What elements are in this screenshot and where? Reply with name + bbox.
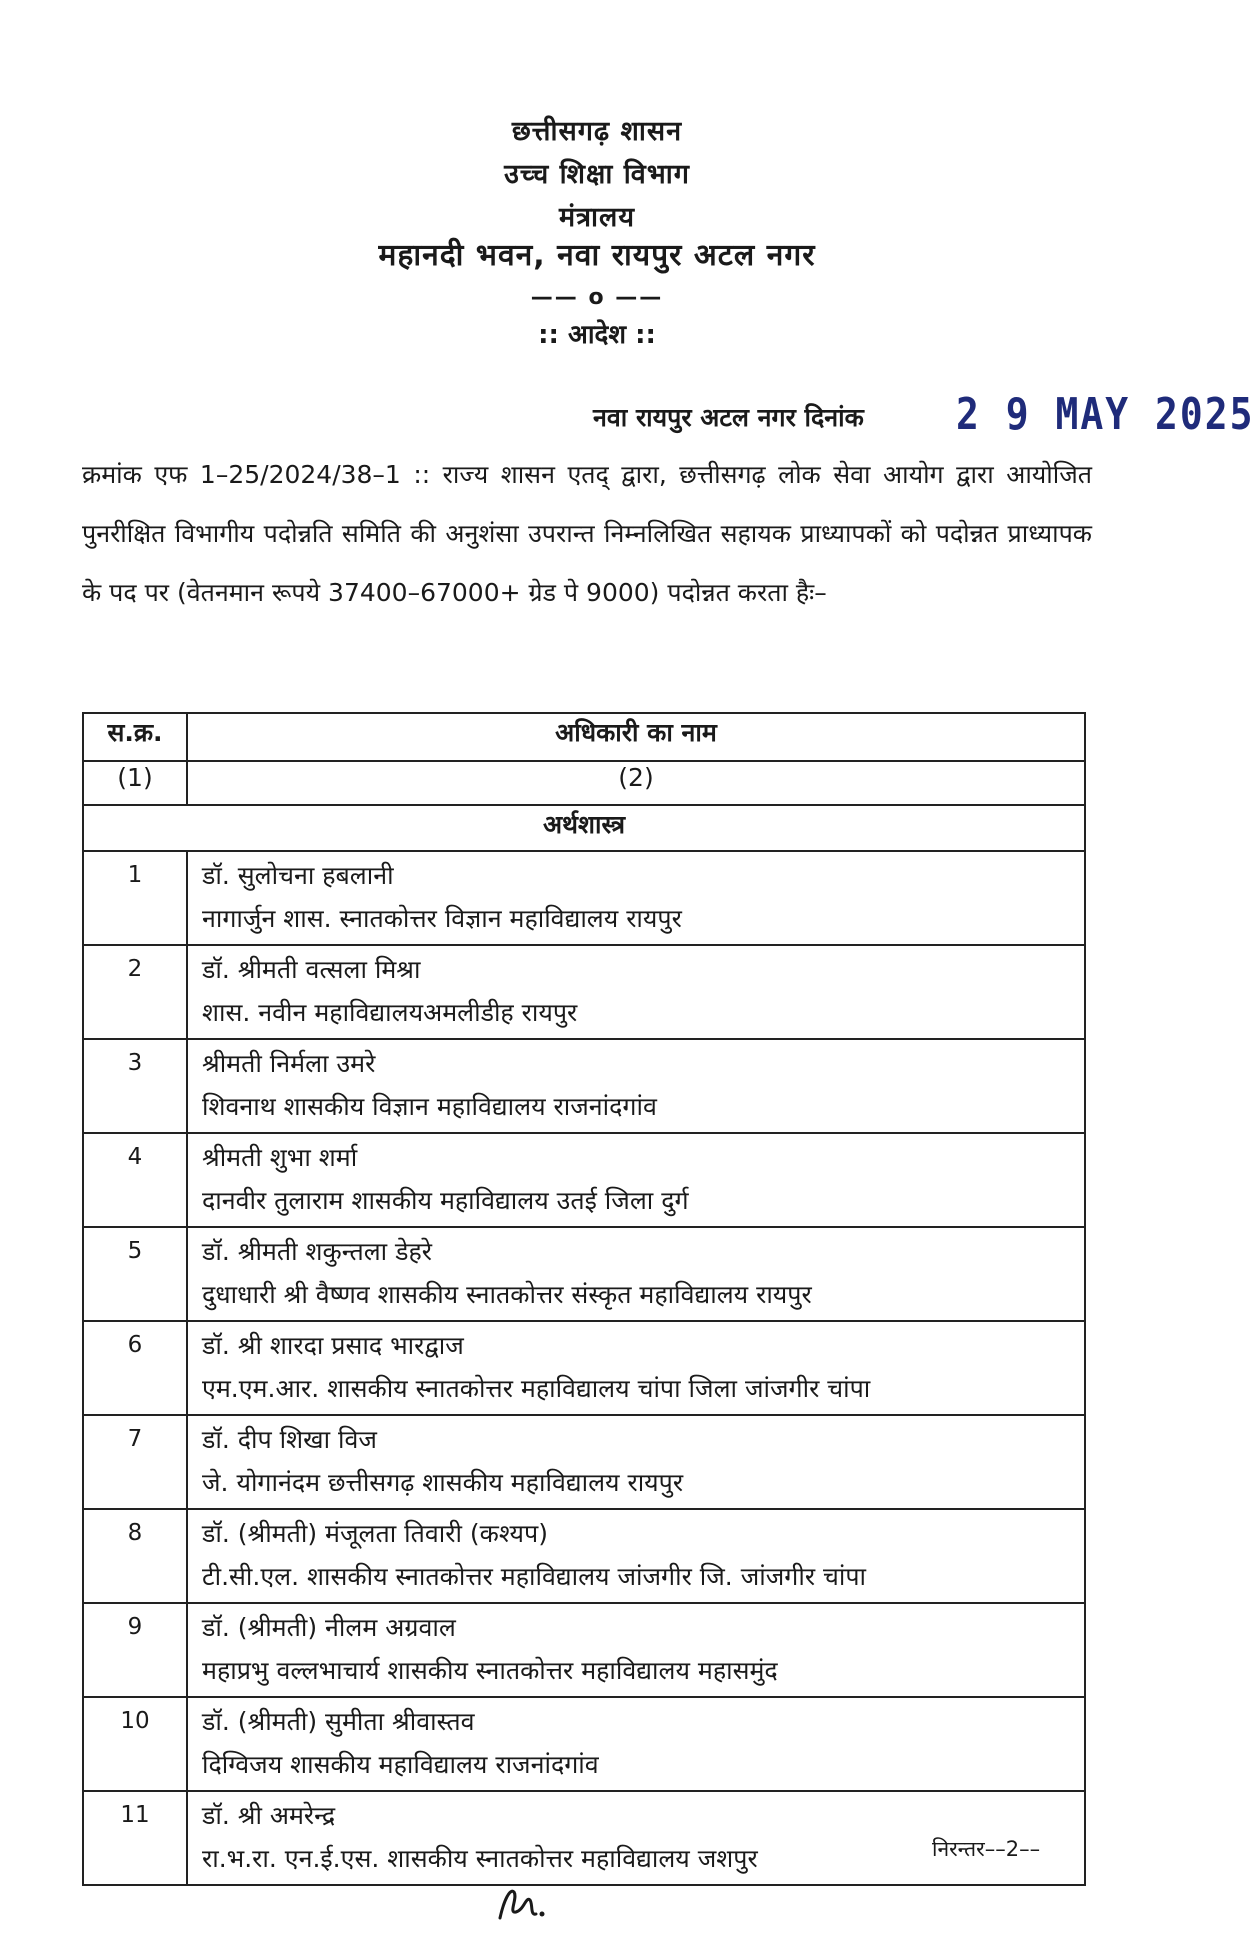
serial-number: 2	[83, 945, 187, 1039]
serial-number: 10	[83, 1697, 187, 1791]
office-address: महानदी भवन, नवा रायपुर अटल नगर	[378, 238, 816, 273]
officer-institution: शिवनाथ शासकीय विज्ञान महाविद्यालय राजनांदगांव	[202, 1092, 657, 1121]
officer-name: श्रीमती निर्मला उमरे	[202, 1049, 376, 1078]
header-serial: स.क्र.	[83, 713, 187, 761]
officer-name: डॉ. (श्रीमती) मंजूलता तिवारी (कश्यप)	[202, 1519, 548, 1548]
serial-number: 5	[83, 1227, 187, 1321]
officer-institution: रा.भ.रा. एन.ई.एस. शासकीय स्नातकोत्तर महाविद्यालय जशपुर	[202, 1844, 758, 1873]
officer-institution: एम.एम.आर. शासकीय स्नातकोत्तर महाविद्यालय चांपा जिला जांजगीर चांपा	[202, 1374, 871, 1403]
officer-entry	[187, 1227, 1085, 1321]
officer-institution: जे. योगानंदम छत्तीसगढ़ शासकीय महाविद्यालय रायपुर	[202, 1468, 684, 1497]
subject-row	[83, 805, 1085, 851]
column-number-1: (1)	[83, 761, 187, 805]
officer-entry	[187, 1415, 1085, 1509]
table-header-row	[83, 713, 1085, 761]
officer-institution: दिग्विजय शासकीय महाविद्यालय राजनांदगांव	[202, 1750, 599, 1779]
serial-number: 8	[83, 1509, 187, 1603]
officer-entry	[187, 851, 1085, 945]
column-number-row	[83, 761, 1085, 805]
table-row	[83, 945, 1085, 1039]
serial-number: 1	[83, 851, 187, 945]
officer-name: डॉ. श्रीमती वत्सला मिश्रा	[202, 955, 421, 984]
department-name: उच्च शिक्षा विभाग	[504, 159, 690, 190]
officer-entry	[187, 1039, 1085, 1133]
header-officer-name: अधिकारी का नाम	[187, 713, 1085, 761]
table-row	[83, 1415, 1085, 1509]
serial-number: 3	[83, 1039, 187, 1133]
serial-number: 11	[83, 1791, 187, 1885]
table-row	[83, 1039, 1085, 1133]
table-row	[83, 1697, 1085, 1791]
officer-name: डॉ. (श्रीमती) सुमीता श्रीवास्तव	[202, 1707, 475, 1736]
table-row	[83, 1321, 1085, 1415]
table-row	[83, 1133, 1085, 1227]
table-row	[83, 1509, 1085, 1603]
header-separator: —— o ——	[530, 285, 664, 310]
serial-number: 9	[83, 1603, 187, 1697]
govt-name: छत्तीसगढ़ शासन	[511, 116, 683, 147]
officer-institution: दुधाधारी श्री वैष्णव शासकीय स्नातकोत्तर संस्कृत महाविद्यालय रायपुर	[202, 1280, 812, 1309]
officer-name: श्रीमती शुभा शर्मा	[202, 1143, 358, 1172]
order-body-paragraph: क्रमांक एफ 1–25/2024/38–1 :: राज्य शासन एतद् द्वारा, छत्तीसगढ़ लोक सेवा आयोग द्वारा आयोजित पुनरीक्षित विभागीय पदोन्नति समिति की अनुशंसा उपरान्त निम्नलिखित सहायक प्राध्यापकों को पदोन्नत प्राध्यापक के पद पर (वेतनमान रूपये 37400–67000+ ग्रेड पे 9000) पदोन्नत करता हैः–	[82, 460, 1092, 607]
continued-marker: निरन्तर––2––	[932, 1837, 1041, 1861]
officer-entry	[187, 1509, 1085, 1603]
officer-name: डॉ. (श्रीमती) नीलम अग्रवाल	[202, 1613, 456, 1642]
table-row	[83, 851, 1085, 945]
serial-number: 7	[83, 1415, 187, 1509]
serial-number: 4	[83, 1133, 187, 1227]
officer-institution: महाप्रभु वल्लभाचार्य शासकीय स्नातकोत्तर महाविद्यालय महासमुंद	[202, 1656, 778, 1685]
table-row	[83, 1603, 1085, 1697]
officer-entry	[187, 1697, 1085, 1791]
officer-entry	[187, 945, 1085, 1039]
table-row	[83, 1227, 1085, 1321]
order-title: :: आदेश ::	[538, 320, 656, 350]
officer-name: डॉ. श्रीमती शकुन्तला डेहरे	[202, 1237, 432, 1266]
subject-heading: अर्थशास्त्र	[83, 805, 1085, 851]
officer-entry	[187, 1603, 1085, 1697]
officer-institution: नागार्जुन शास. स्नातकोत्तर विज्ञान महाविद्यालय रायपुर	[202, 904, 682, 933]
officer-institution: शास. नवीन महाविद्यालयअमलीडीह रायपुर	[202, 998, 578, 1027]
ministry-label: मंत्रालय	[558, 202, 635, 233]
serial-number: 6	[83, 1321, 187, 1415]
date-stamp: 2 9 MAY 2025	[956, 388, 1255, 440]
signature-mark	[490, 1870, 560, 1934]
officer-entry	[187, 1133, 1085, 1227]
officer-name: डॉ. श्री शारदा प्रसाद भारद्वाज	[202, 1331, 464, 1360]
officer-institution: टी.सी.एल. शासकीय स्नातकोत्तर महाविद्यालय जांजगीर जि. जांजगीर चांपा	[202, 1562, 867, 1591]
officer-entry	[187, 1321, 1085, 1415]
officer-name: डॉ. सुलोचना हबलानी	[202, 861, 394, 890]
officer-name: डॉ. श्री अमरेन्द्र	[202, 1801, 336, 1830]
officer-institution: दानवीर तुलाराम शासकीय महाविद्यालय उतई जिला दुर्ग	[202, 1186, 689, 1215]
place-date-label: नवा रायपुर अटल नगर दिनांक	[593, 403, 864, 432]
column-number-2: (2)	[187, 761, 1085, 805]
officer-name: डॉ. दीप शिखा विज	[202, 1425, 377, 1454]
promotion-table	[82, 712, 1086, 1886]
